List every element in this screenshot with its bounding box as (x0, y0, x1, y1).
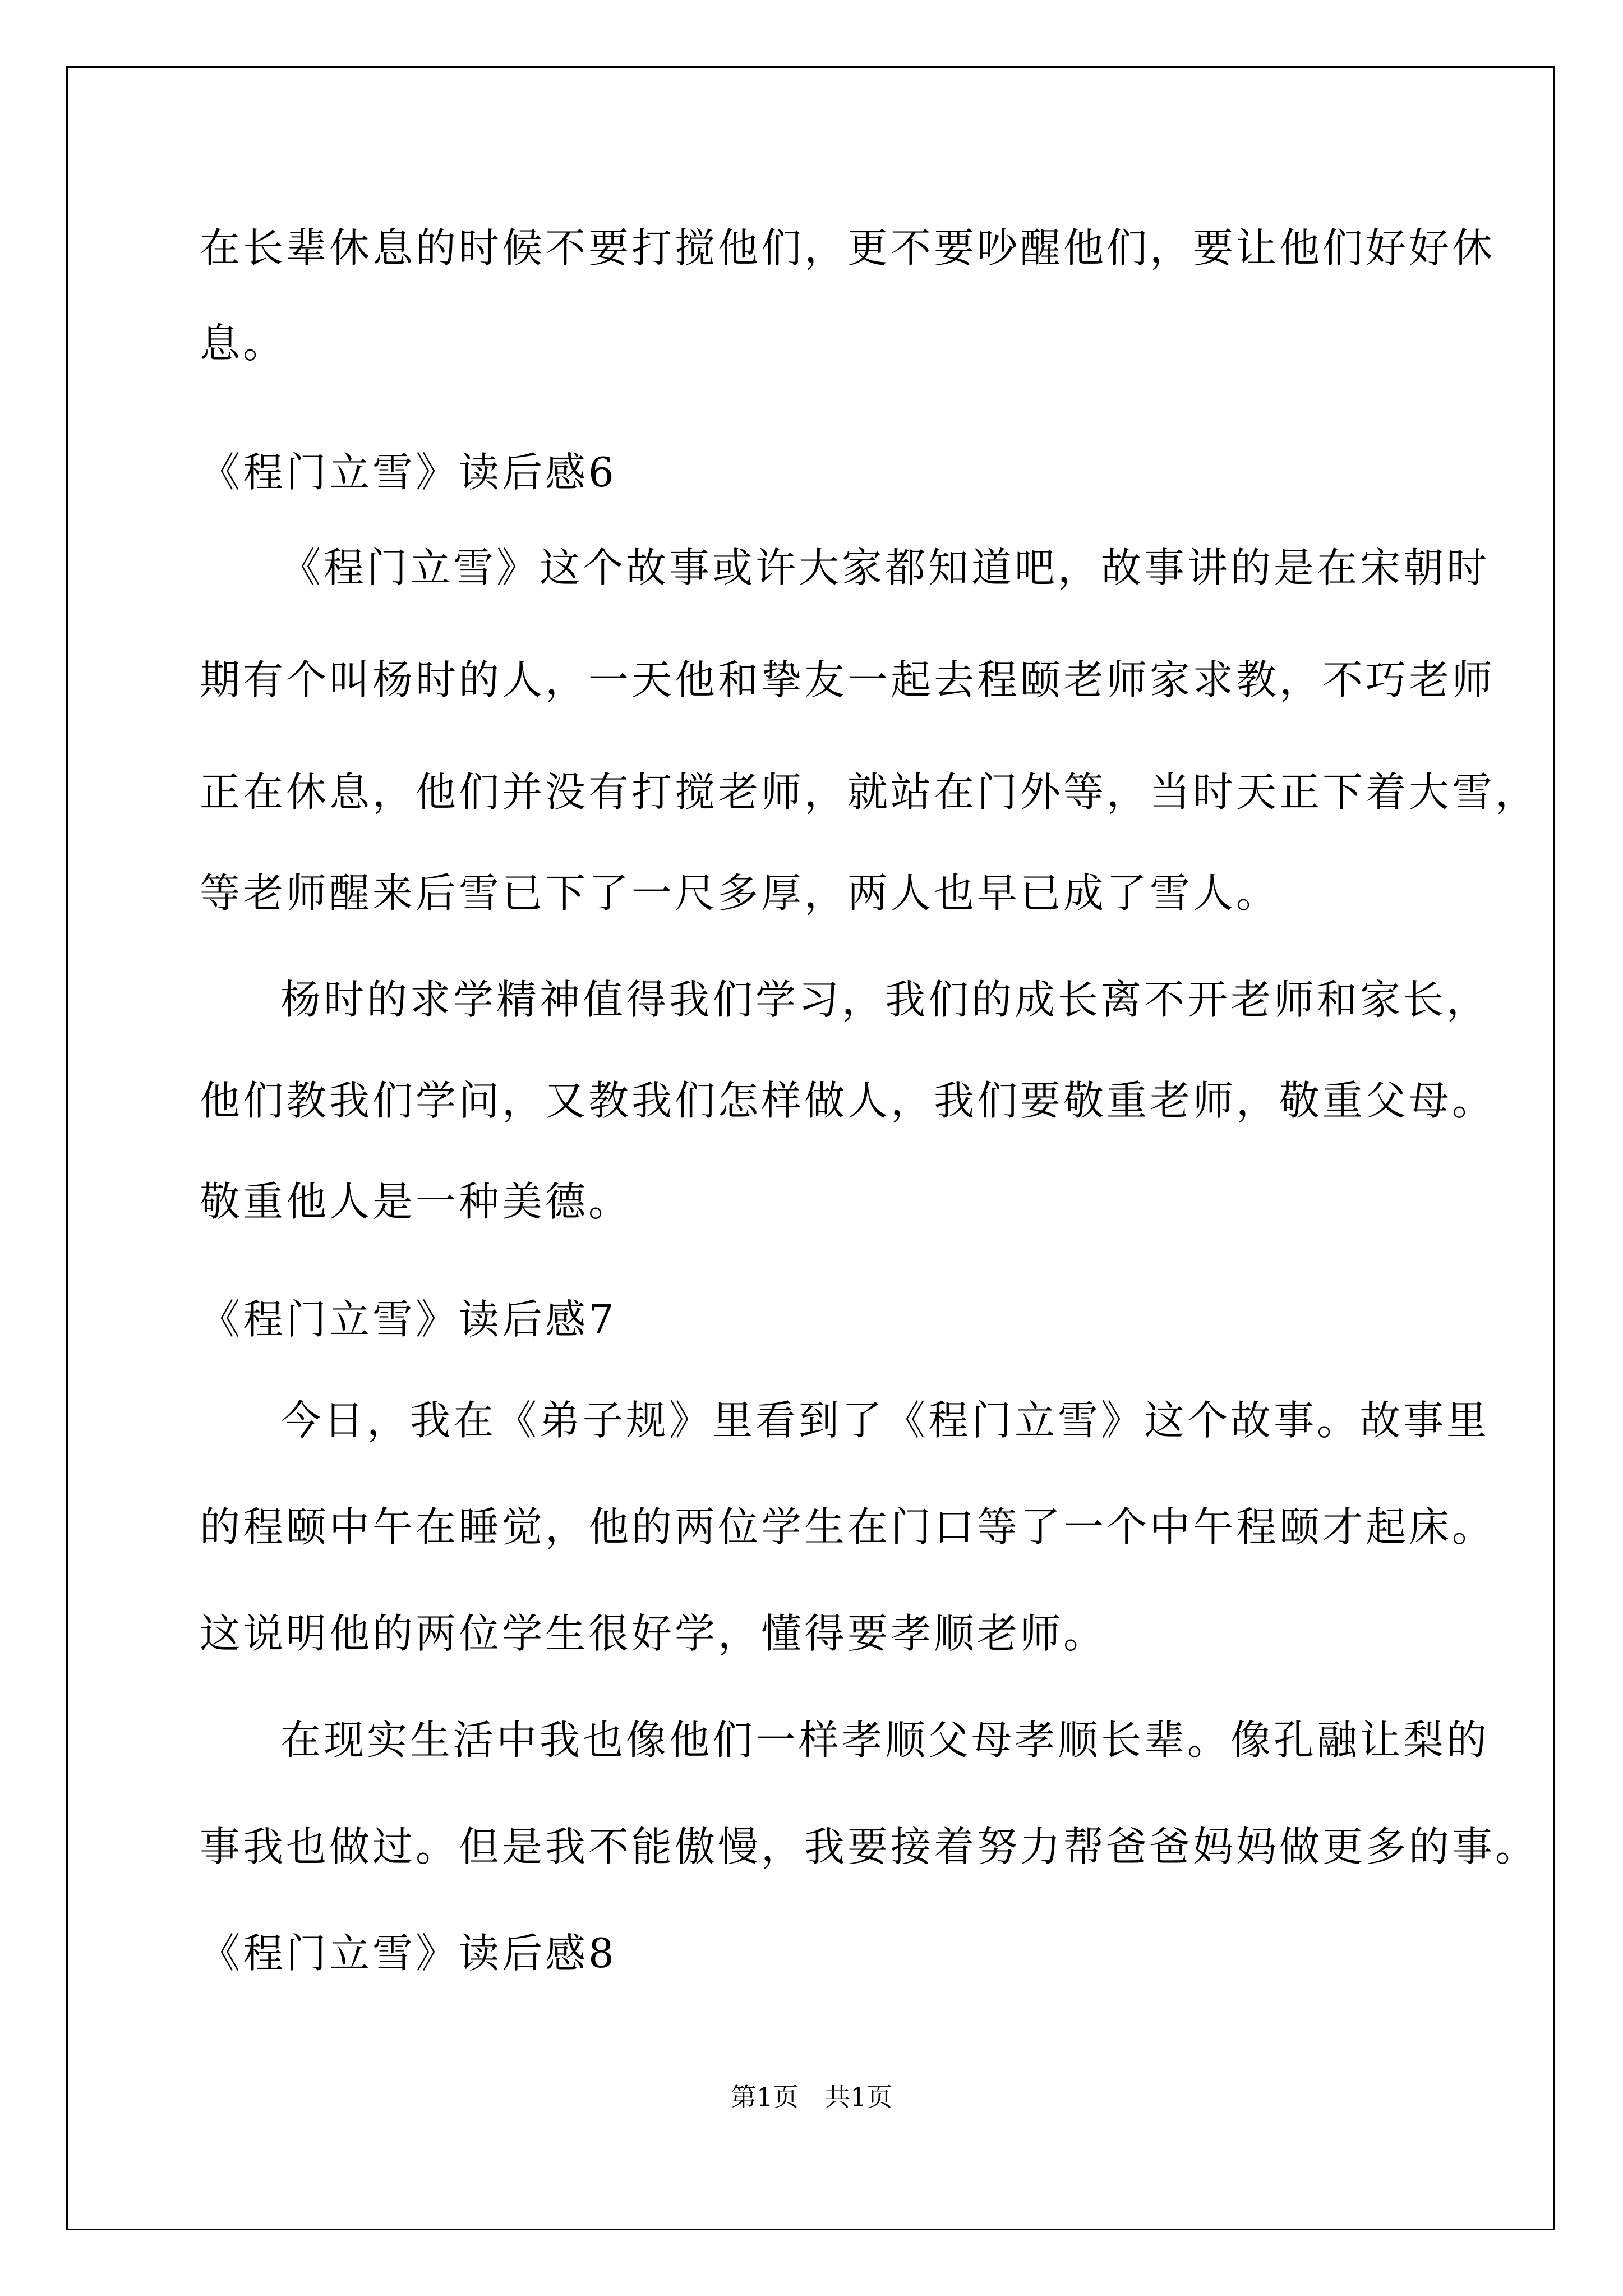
page-number-footer: 第1页 共1页 (730, 2082, 893, 2112)
body-line: 他们教我们学问，又教我们怎样做人，我们要敬重老师，敬重父母。 (200, 1077, 1496, 1124)
section-heading-7: 《程门立雪》读后感7 (200, 1296, 617, 1343)
page-border (66, 66, 1555, 2230)
body-line: 敬重他人是一种美德。 (200, 1178, 632, 1225)
body-line: 期有个叫杨时的人，一天他和挚友一起去程颐老师家求教，不巧老师 (200, 656, 1496, 703)
body-line: 等老师醒来后雪已下了一尺多厚，两人也早已成了雪人。 (200, 869, 1280, 917)
section-heading-8: 《程门立雪》读后感8 (200, 1930, 617, 1977)
paragraph-start: 杨时的求学精神值得我们学习，我们的成长离不开老师和家长， (280, 976, 1490, 1023)
section-heading-6: 《程门立雪》读后感6 (200, 449, 617, 496)
body-line: 事我也做过。但是我不能傲慢，我要接着努力帮爸爸妈妈做更多的事。 (200, 1823, 1539, 1870)
body-line: 在长辈休息的时候不要打搅他们，更不要吵醒他们，要让他们好好休 (200, 224, 1496, 272)
paragraph-start: 在现实生活中我也像他们一样孝顺父母孝顺长辈。像孔融让梨的 (280, 1717, 1490, 1764)
body-line: 息。 (200, 320, 287, 367)
body-line: 这说明他的两位学生很好学，懂得要孝顺老师。 (200, 1610, 1107, 1657)
body-line: 的程颐中午在睡觉，他的两位学生在门口等了一个中午程颐才起床。 (200, 1503, 1496, 1550)
paragraph-start: 今日，我在《弟子规》里看到了《程门立雪》这个故事。故事里 (280, 1397, 1490, 1444)
paragraph-start: 《程门立雪》这个故事或许大家都知道吧，故事讲的是在宋朝时 (280, 544, 1490, 591)
body-line: 正在休息，他们并没有打搅老师，就站在门外等，当时天正下着大雪， (200, 769, 1539, 816)
